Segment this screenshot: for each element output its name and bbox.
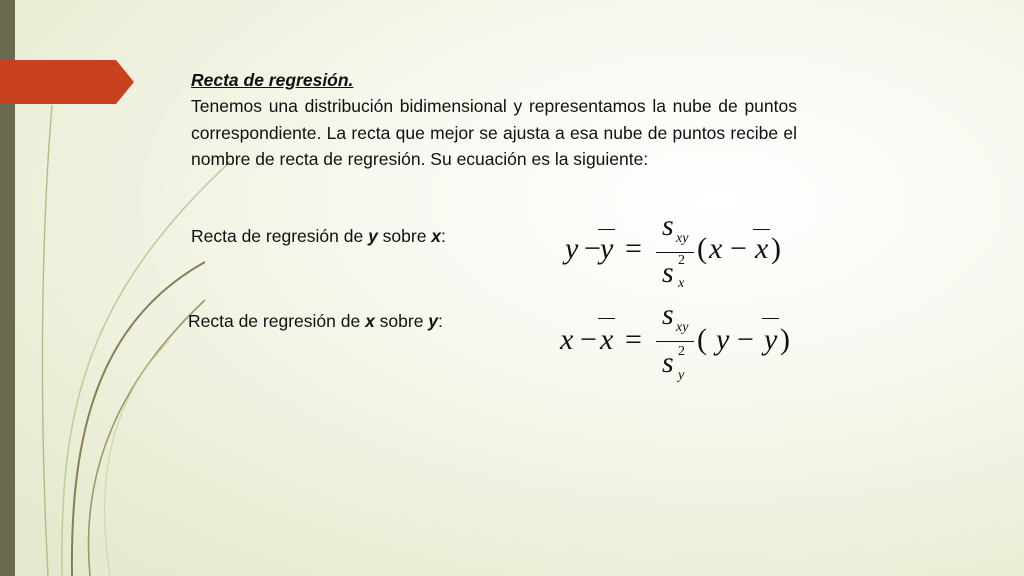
f2-rhs-mean: y [764, 323, 778, 356]
f2-rhs-var: y [716, 323, 730, 356]
f2-num-sub: xy [676, 320, 689, 335]
f2-den-sup: 2 [678, 344, 685, 359]
f1-den-s: s [662, 256, 674, 289]
f2-fraction-line [656, 341, 694, 342]
f1-rhs-mean: x [755, 232, 769, 265]
f2-den-sub: y [678, 368, 685, 383]
f2-mean-bar [598, 318, 615, 319]
f2-den-s: s [662, 346, 674, 379]
slide-paragraph: Tenemos una distribución bidimensional y representamos la nube de puntos correspondiente. La recta que mejor se ajusta a esa nube de puntos recibe el nombre de recta de regresión. Su ecuación es la siguiente: [191, 96, 797, 169]
f1-fraction-line [656, 252, 694, 253]
f1-den-sup: 2 [678, 253, 685, 268]
f1-den-sub: x [678, 276, 685, 291]
title-accent-tab [0, 60, 140, 104]
f1-rhs-mean-bar [753, 229, 770, 230]
f1-num-s: s [662, 209, 674, 242]
f1-mean-var: y [600, 232, 614, 265]
f2-lhs-var: x [560, 323, 574, 356]
f2-minus: − [580, 323, 597, 356]
f1-lparen: ( [697, 232, 707, 265]
f1-rhs-minus: − [730, 232, 747, 265]
f2-mean-var: x [600, 323, 614, 356]
label-x-sobre-y: Recta de regresión de x sobre y: [188, 311, 443, 331]
label-y-sobre-x: Recta de regresión de y sobre x: [191, 226, 446, 246]
slide-body [191, 69, 797, 173]
f1-lhs-var: y [565, 232, 579, 265]
f2-rhs-minus: − [737, 323, 754, 356]
f1-rhs-var: x [709, 232, 723, 265]
f2-equals: = [625, 323, 642, 356]
f2-num-s: s [662, 298, 674, 331]
f2-rparen: ) [780, 323, 790, 356]
f2-rhs-mean-bar [762, 318, 779, 319]
f1-equals: = [625, 232, 642, 265]
f2-lparen: ( [697, 323, 707, 356]
f1-mean-bar [598, 229, 615, 230]
f1-rparen: ) [771, 232, 781, 265]
f1-minus: − [584, 232, 601, 265]
f1-num-sub: xy [676, 231, 689, 246]
slide-heading: Recta de regresión. [191, 70, 354, 90]
